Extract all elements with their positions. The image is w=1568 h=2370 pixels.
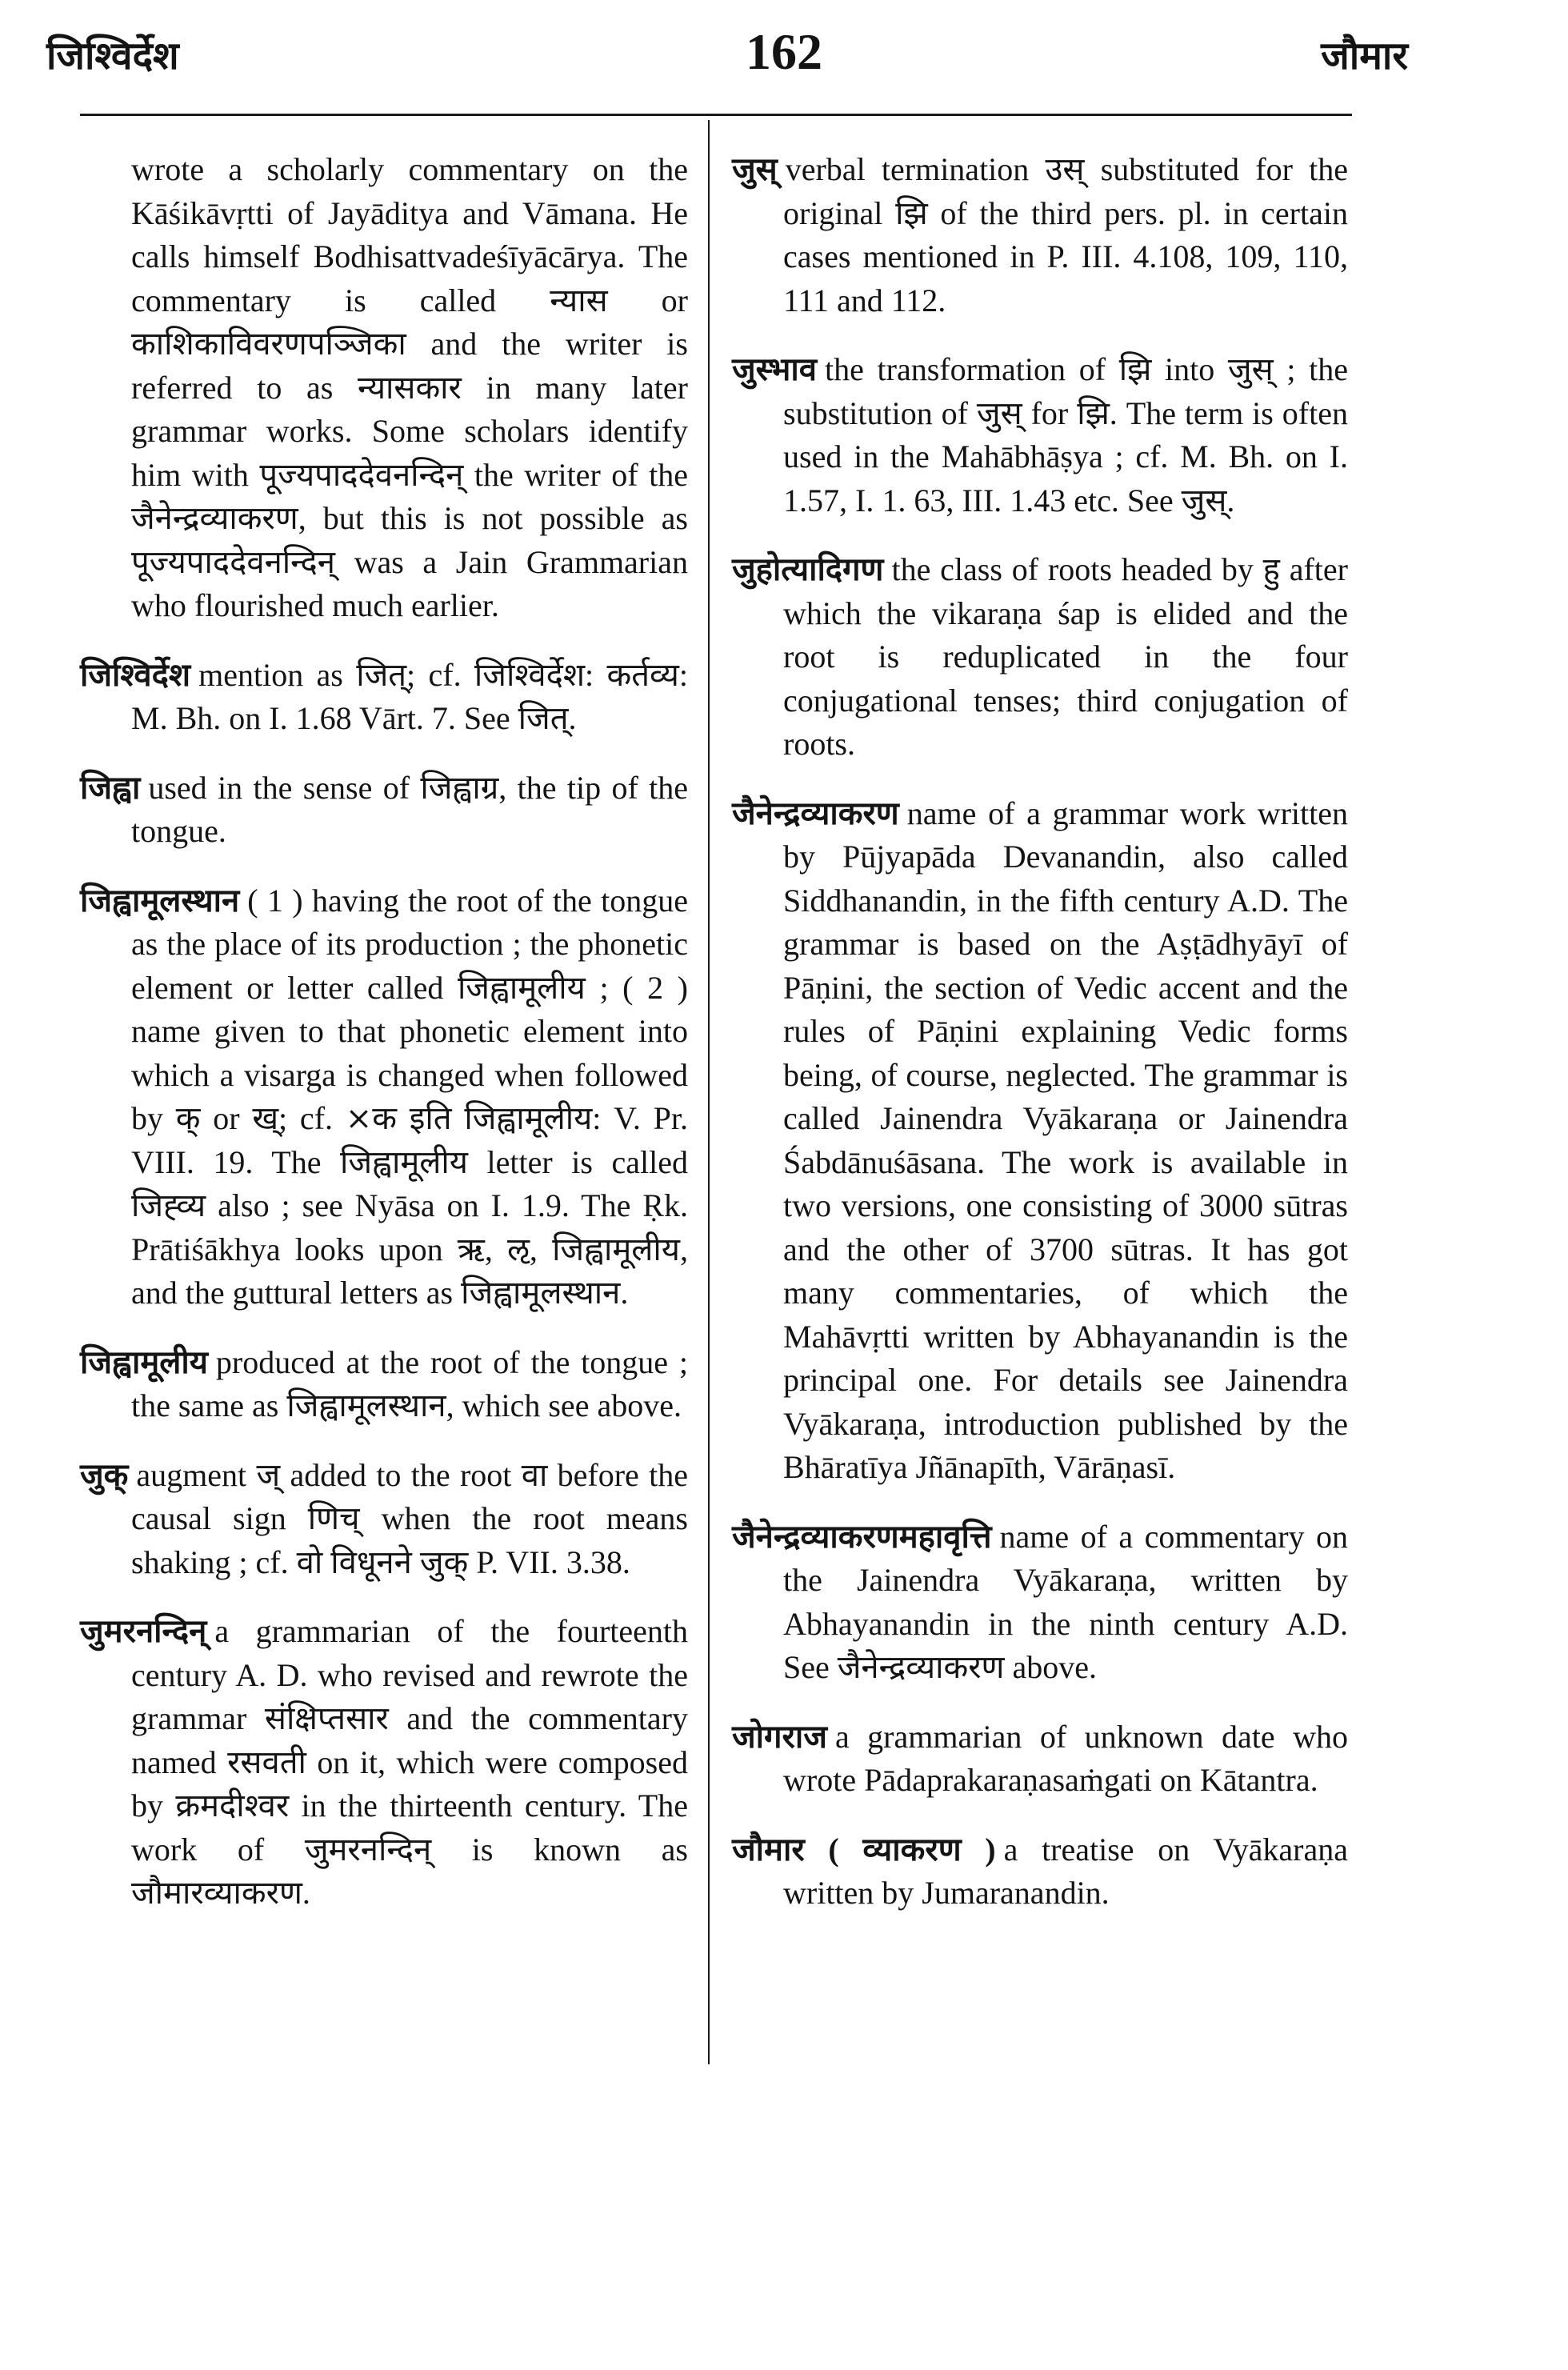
page-header <box>0 22 1568 94</box>
headword: जुक् <box>80 1456 129 1493</box>
definition: the class of roots headed by हु after which the vikaraṇa śap is elided and the root is reduplicated in the four conjugational tenses; third conjugation of roots. <box>783 551 1348 762</box>
right-column <box>732 148 1348 1941</box>
dictionary-entry <box>732 348 1348 522</box>
continued-entry: wrote a scholarly commentary on the Kāśikāvṛtti of Jayāditya and Vāmana. He calls himself Bodhisattvadeśīyācārya. The commentary is called न्यास or काशिकाविवरणपञ्जिका and the writer is referred to as न्यासकार in many later grammar works. Some scholars identify him with पूज्यपाददेवनन्दिन् the writer of the जैनेन्द्रव्याकरण, but this is not possible as पूज्यपाददेवनन्दिन् was a Jain Grammarian who flourished much earlier. <box>131 151 688 623</box>
dictionary-entry <box>732 148 1348 322</box>
headword: जुहोत्यादिगण <box>732 551 884 587</box>
definition: the transformation of झि into जुस् ; the substitution of जुस् for झि. The term is often used in the Mahābhāṣya ; cf. M. Bh. on I. 1.57, I. 1. 63, III. 1.43 etc. See जुस्. <box>783 351 1348 518</box>
dictionary-entry <box>80 767 688 854</box>
column-divider <box>708 120 710 2064</box>
headword: जिश्विर्देश <box>80 656 191 693</box>
headword: जौमार ( व्याकरण ) <box>732 1831 996 1868</box>
guide-word-left: जिश्विर्देश <box>46 35 179 78</box>
headword: जुस् <box>732 151 778 187</box>
definition: name of a commentary on the Jainendra Vyākaraṇa, written by Abhayanandin in the ninth century A.D. See जैनेन्द्रव्याकरण above. <box>783 1518 1348 1685</box>
dictionary-entry <box>80 654 688 741</box>
definition: a treatise on Vyākaraṇa written by Jumaranandin. <box>783 1831 1348 1911</box>
headword: जुस्भाव <box>732 351 817 387</box>
headword: जिह्वामूलीय <box>80 1343 208 1380</box>
definition: produced at the root of the tongue ; the same as जिह्वामूलस्थान, which see above. <box>131 1343 688 1423</box>
dictionary-entry <box>80 1610 688 1916</box>
left-column <box>80 148 688 1941</box>
headword: जुमरनन्दिन् <box>80 1613 207 1649</box>
header-rule <box>80 114 1352 116</box>
definition: a grammarian of the fourteenth century A. D. who revised and rewrote the grammar संक्षिप्तसार and the commentary named रसवती on it, which were composed by क्रमदीश्वर in the thirteenth century. The work of जुमरनन्दिन् is known as जौमारव्याकरण. <box>131 1613 688 1911</box>
headword: जैनेन्द्रव्याकरण <box>732 795 899 831</box>
dictionary-entry <box>80 1454 688 1585</box>
guide-word-right: जौमार <box>1321 35 1408 78</box>
definition: mention as जित्; cf. जिश्विर्देश: कर्तव्य: M. Bh. on I. 1.68 Vārt. 7. See जित्. <box>131 656 688 736</box>
headword: जोगराज <box>732 1718 827 1755</box>
dictionary-entry <box>732 1515 1348 1690</box>
dictionary-entry <box>732 548 1348 767</box>
definition: verbal termination उस् substituted for the original झि of the third pers. pl. in certain cases mentioned in P. III. 4.108, 109, 110, 111 and 112. <box>783 151 1348 318</box>
definition: augment ज् added to the root वा before the causal sign णिच् when the root means shaking ; cf. वो विधूनने जुक् P. VII. 3.38. <box>131 1456 688 1580</box>
dictionary-entry <box>732 792 1348 1490</box>
definition: ( 1 ) having the root of the tongue as the place of its production ; the phonetic element or letter called जिह्वामूलीय ; ( 2 ) name given to that phonetic element into which a visarga is changed when followed by क् or ख्; cf. ⨯क इति जिह्वामूलीय: V. Pr. VIII. 19. The जिह्वामूलीय letter is called जिह्व्य also ; see Nyāsa on I. 1.9. The Ṛk. Prātiśākhya looks upon ऋ, ऌ, जिह्वामूलीय, and the guttural letters as जिह्वामूलस्थान. <box>131 882 688 1311</box>
definition: used in the sense of जिह्वाग्र, the tip of the tongue. <box>131 769 688 849</box>
dictionary-entry <box>80 879 688 1315</box>
headword: जैनेन्द्रव्याकरणमहावृत्ति <box>732 1518 992 1555</box>
dictionary-entry <box>80 1341 688 1428</box>
definition: a grammarian of unknown date who wrote Pādaprakaraṇasaṁgati on Kātantra. <box>783 1718 1348 1798</box>
dictionary-entry <box>732 1828 1348 1916</box>
definition: name of a grammar work written by Pūjyapāda Devanandin, also called Siddhanandin, in the fifth century A.D. The grammar is based on the Aṣṭādhyāyī of Pāṇini, the section of Vedic accent and the rules of Pāṇini explaining Vedic forms being, of course, neglected. The grammar is called Jainendra Vyākaraṇa or Jainendra Śabdānuśāsana. The work is available in two versions, one consisting of 3000 sūtras and the other of 3700 sūtras. It has got many commentaries, of which the Mahāvṛtti written by Abhayanandin is the principal one. For details see Jainendra Vyākaraṇa, introduction published by the Bhāratīya Jñānapīth, Vārāṇasī. <box>783 795 1348 1485</box>
dictionary-entry <box>732 1715 1348 1803</box>
page-number: 162 <box>746 23 822 80</box>
headword: जिह्वामूलस्थान <box>80 882 240 919</box>
headword: जिह्वा <box>80 769 141 806</box>
